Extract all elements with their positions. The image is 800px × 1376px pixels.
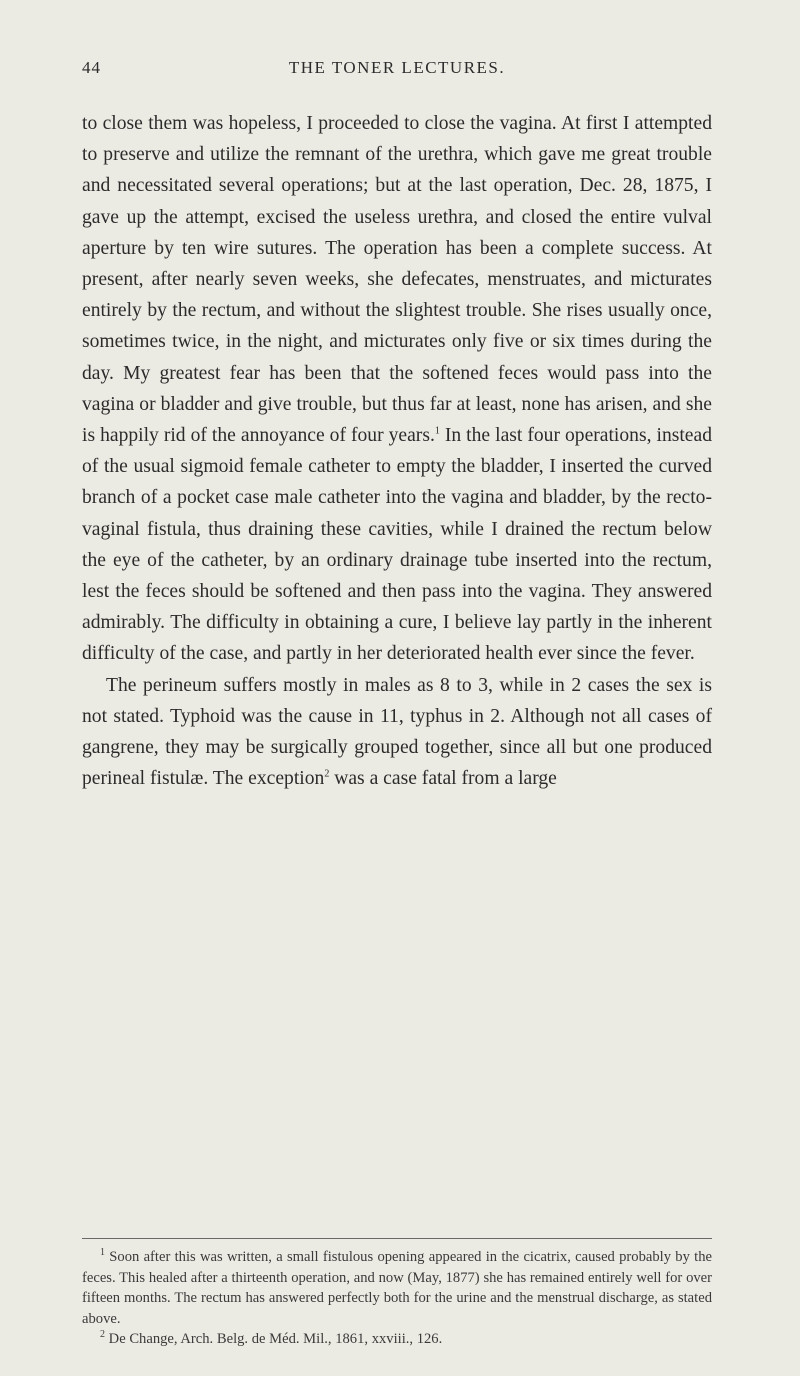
paragraph-2 <box>82 670 712 795</box>
footnotes <box>82 1247 712 1350</box>
paragraph-2-end: was a case fatal from a large <box>329 768 557 790</box>
footnote-2 <box>82 1329 712 1350</box>
paragraph-1 <box>82 108 712 670</box>
footnote-ref-2[interactable]: 2 <box>324 768 330 780</box>
paragraph-1-text: to close them was hopeless, I proceeded to close the vagina. At first I attempted to preserve and utilize the remnant of the urethra, which gave me great trouble and necessitated several operations; but at the last operation, Dec. 28, 1875, I gave up the attempt, excised the useless urethra, and closed the entire vulval aperture by ten wire sutures. The operation has been a complete success. At present, after nearly seven weeks, she defecates, menstruates, and micturates entirely by the rectum, and without the slightest trouble. She rises usually once, sometimes twice, in the night, and micturates only five or six times during the day. My greatest fear has been that the softened feces would pass into the vagina or bladder and give trouble, but thus far at least, none has arisen, and she is happily rid of the annoyance of four years. <box>82 113 712 447</box>
body-text <box>82 108 712 794</box>
footnote-2-mark: 2 <box>100 1329 105 1341</box>
paragraph-2-start: The perineum suffers mostly in males as 8 to 3, while in 2 cases the sex is not stated. Typhoid was the cause in 11, typhus in 2. Although not all cases of gangrene, they may be surgically grouped together, since all but one produced perineal fistulæ. The exception <box>82 674 712 790</box>
footnote-1-text: Soon after this was written, a small fistulous opening appeared in the cicatrix, caused probably by the feces. This healed after a thirteenth operation, and now (May, 1877) she has remained entirely well for over fifteen months. The rectum has answered perfectly both for the urine and the menstrual discharge, as stated above. <box>82 1249 712 1327</box>
footnote-divider <box>82 1238 712 1239</box>
footnote-1 <box>82 1247 712 1329</box>
running-head <box>82 58 712 82</box>
page-number: 44 <box>82 58 101 77</box>
footnote-ref-1[interactable]: 1 <box>434 425 440 437</box>
running-title: THE TONER LECTURES. <box>288 58 506 77</box>
paragraph-1-tail: In the last four operations, instead of the usual sigmoid female catheter to empty the bladder, I inserted the curved branch of a pocket case male catheter into the vagina and bladder, by the recto-vaginal fistula, thus draining these cavities, while I drained the rectum below the eye of the catheter, by an ordinary drainage tube inserted into the rectum, lest the feces should be softened and then pass into the vagina. They answered admirably. The difficulty in obtaining a cure, I believe lay partly in the inherent difficulty of the case, and partly in her deteriorated health ever since the fever. <box>82 425 712 665</box>
footnote-1-mark: 1 <box>100 1247 105 1259</box>
footnote-2-text: De Change, Arch. Belg. de Méd. Mil., 1861, xxviii., 126. <box>105 1331 443 1348</box>
